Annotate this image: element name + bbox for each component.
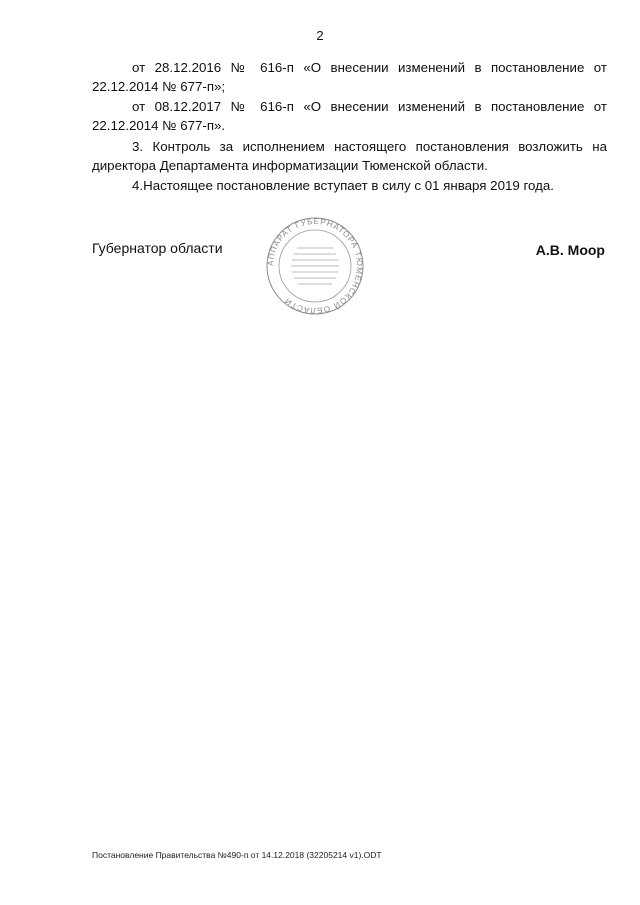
paragraph-amendment-2017	[92, 97, 607, 135]
stamp-ring-text: АППАРАТ ГУБЕРНАТОРА ТЮМЕНСКОЙ ОБЛАСТИ	[265, 216, 365, 316]
paragraph-line: 22.12.2014 № 677-п».	[92, 118, 226, 133]
paragraph-line: от 28.12.2016 № 616-п «О внесении изменений в постановление от	[132, 60, 607, 75]
signature-position: Губернатор области	[92, 240, 223, 256]
paragraph-line: 4.Настоящее постановление вступает в силу с 01 января 2019 года.	[132, 178, 554, 193]
paragraph-line: от 08.12.2017 № 616-п «О внесении изменений в постановление от	[132, 99, 607, 114]
signatory-name: А.В. Моор	[535, 242, 605, 258]
paragraph-line: 22.12.2014 № 677-п»;	[92, 79, 226, 94]
paragraph-control	[92, 137, 607, 175]
official-stamp	[265, 216, 365, 316]
paragraph-line: 3. Контроль за исполнением настоящего постановления возложить на	[132, 139, 607, 154]
paragraph-effective-date	[92, 176, 607, 195]
page-number: 2	[316, 28, 324, 43]
document-footer: Постановление Правительства №490-п от 14.12.2018 (32205214 v1).ODT	[92, 850, 382, 860]
paragraph-amendment-2016	[92, 58, 607, 96]
paragraph-line: директора Департамента информатизации Тюменской области.	[92, 158, 488, 173]
